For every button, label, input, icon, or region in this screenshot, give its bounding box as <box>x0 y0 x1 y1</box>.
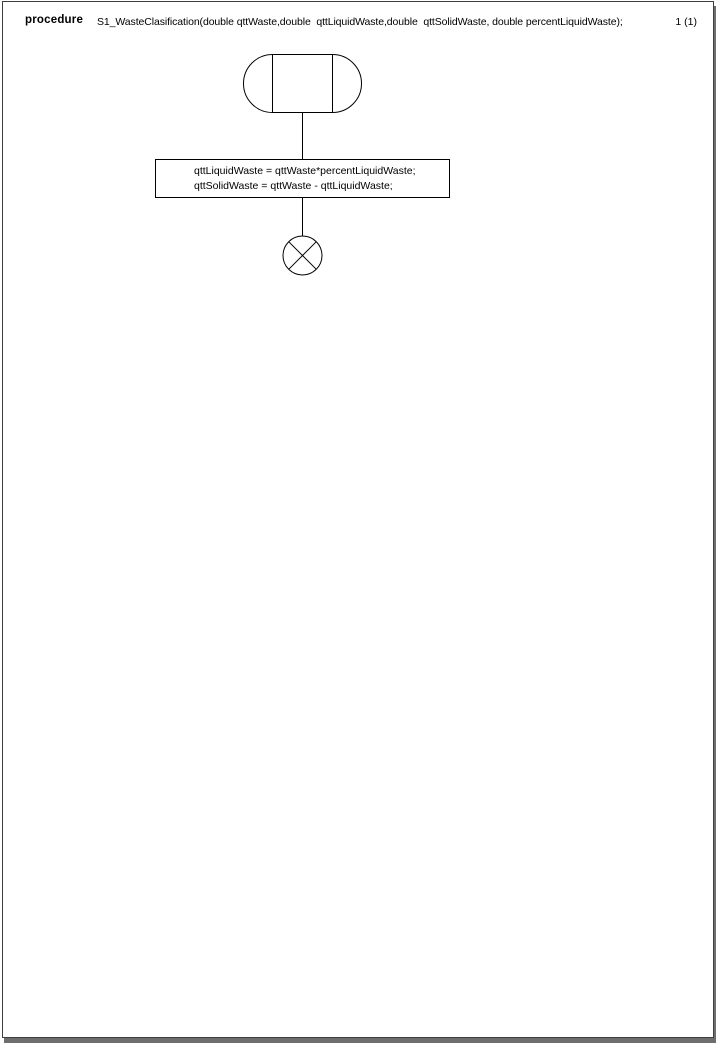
task-statement-line-2: qttSolidWaste = qttWaste - qttLiquidWaste; <box>194 179 393 192</box>
page-number: 1 (1) <box>675 16 697 28</box>
return-symbol <box>283 236 322 275</box>
header-kind-label: procedure <box>25 14 84 26</box>
task-statements <box>156 160 449 197</box>
procedure-start-symbol <box>244 55 362 113</box>
task-statement-line-1: qttLiquidWaste = qttWaste*percentLiquidWaste; <box>194 165 416 177</box>
header-procedure-signature: S1_WasteClasification(double qttWaste,double qttLiquidWaste,double qttSolidWaste, double percentLiquidWaste); <box>97 16 623 28</box>
